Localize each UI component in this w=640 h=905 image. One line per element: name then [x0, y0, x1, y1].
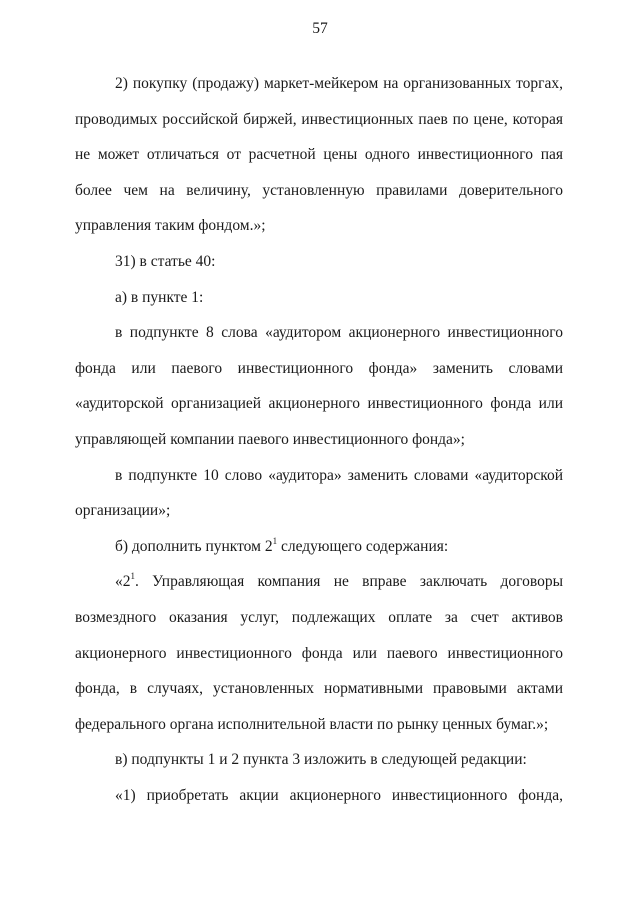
superscript: 1	[130, 571, 135, 582]
point-2-1-number: «2	[115, 573, 131, 591]
point-2-1-text: . Управляющая компания не вправе заключать договоры возмездного оказания услуг, подлежащих оплате за счет активов акционерного инвестиционного фонда или паевого инвестиционного фонда, в случаях, установленных нормативными правовыми актами федерального органа исполнительной власти по рынку ценных бумаг.»;	[75, 573, 563, 733]
paragraph-point-3-edit: в) подпункты 1 и 2 пункта 3 изложить в следующей редакции:	[115, 751, 527, 769]
add-point-text: б) дополнить пунктом 2	[115, 537, 273, 555]
add-point-text-tail: следующего содержания:	[277, 537, 449, 555]
superscript: 1	[272, 535, 278, 546]
paragraph-subpoint-8: в подпункте 8 слова «аудитором акционерного инвестиционного фонда или паевого инвестиционного фонда» заменить словами «аудиторской организацией акционерного инвестиционного фонда или управляющей компании паевого инвестиционного фонда»;	[75, 324, 563, 448]
paragraph-add-point	[75, 529, 563, 565]
paragraph-point-2-1	[75, 564, 563, 742]
paragraph-point-1: а) в пункте 1:	[115, 288, 204, 306]
paragraph-article-40: 31) в статье 40:	[115, 252, 216, 270]
paragraph-market-maker: 2) покупку (продажу) маркет-мейкером на организованных торгах, проводимых российской биржей, инвестиционных паев по цене, которая не может отличаться от расчетной цены одного инвестиционного пая более чем на величину, установленную правилами доверительного управления таким фондом.»;	[75, 75, 563, 235]
paragraph-subpoint-10: в подпункте 10 слово «аудитора» заменить словами «аудиторской организации»;	[75, 466, 563, 520]
page-number: 57	[312, 20, 328, 37]
document-body	[75, 66, 563, 813]
paragraph-acquire-shares: «1) приобретать акции акционерного инвестиционного фонда,	[115, 786, 563, 804]
